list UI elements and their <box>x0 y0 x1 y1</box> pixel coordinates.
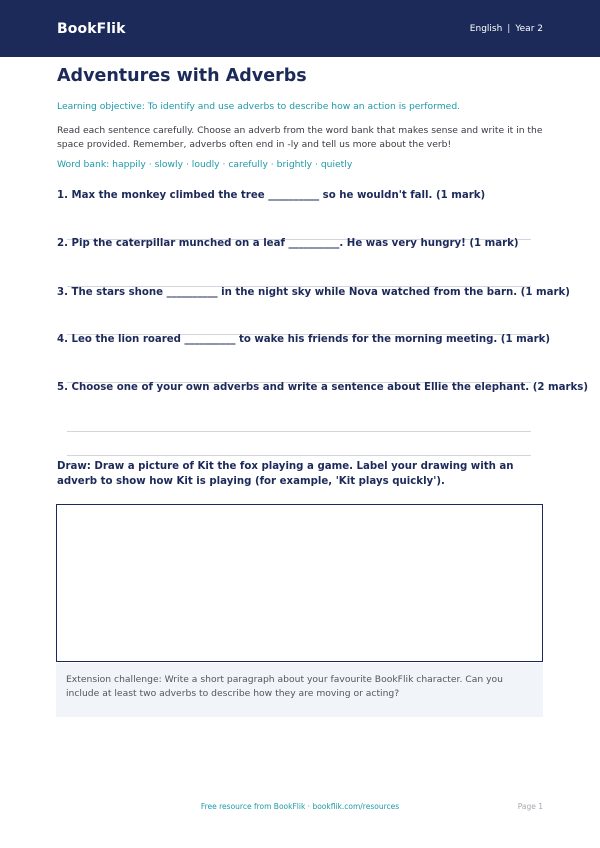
meta-separator: | <box>507 23 511 34</box>
question-2: 2. Pip the caterpillar munched on a leaf __________. He was very hungry! (1 mark) <box>57 238 519 249</box>
question-5: 5. Choose one of your own adverbs and write a sentence about Ellie the elephant. (2 marks) <box>57 382 589 393</box>
page-title: Adventures with Adverbs <box>57 66 307 86</box>
question-3: 3. The stars shone __________ in the night sky while Nova watched from the barn. (1 mark) <box>57 287 570 298</box>
header-meta <box>470 24 543 34</box>
header-bar <box>0 0 600 57</box>
drawing-box[interactable] <box>56 504 543 662</box>
brand-logo[interactable]: BookFlik <box>57 20 126 37</box>
page-number: Page 1 <box>517 802 543 811</box>
subject-label: English <box>469 23 503 34</box>
question-4: 4. Leo the lion roared __________ to wake his friends for the morning meeting. (1 mark) <box>57 334 551 345</box>
learning-objective: Learning objective: To identify and use adverbs to describe how an action is performed. <box>57 101 461 112</box>
answer-line-5b[interactable] <box>67 455 531 456</box>
extension-challenge: Extension challenge: Write a short paragraph about your favourite BookFlik character. Can you include at least two adverbs to describe how they are moving or acting? <box>56 663 543 717</box>
answer-line-5a[interactable] <box>67 431 531 432</box>
instructions: Read each sentence carefully. Choose an adverb from the word bank that makes sense and write it in the space provided. Remember, adverbs often end in -ly and tell us more about the verb! <box>57 125 543 150</box>
word-bank: Word bank: happily · slowly · loudly · carefully · brightly · quietly <box>57 159 353 170</box>
footer-resource-link[interactable]: Free resource from BookFlik · bookflik.com/resources <box>200 802 400 811</box>
year-label: Year 2 <box>515 23 543 34</box>
draw-prompt: Draw: Draw a picture of Kit the fox playing a game. Label your drawing with an adverb to show how Kit is playing (for example, 'Kit plays quickly'). <box>57 461 514 487</box>
question-1: 1. Max the monkey climbed the tree __________ so he wouldn't fall. (1 mark) <box>57 190 486 201</box>
